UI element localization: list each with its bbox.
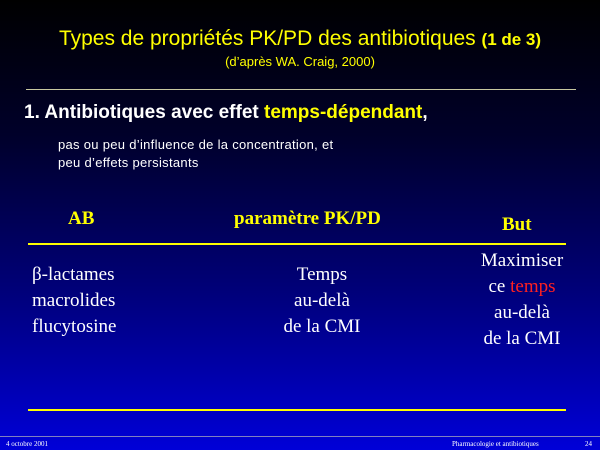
title-divider [26, 89, 576, 90]
slide-title [0, 27, 600, 51]
ab-item: β-lactames [32, 264, 115, 285]
footer-page-number: 24 [585, 440, 592, 448]
slide-subtitle: (d’après WA. Craig, 2000) [225, 54, 375, 69]
ab-column [32, 262, 116, 340]
pkpd-line: au-delà [294, 290, 350, 311]
ab-item: macrolides [32, 290, 116, 311]
section-description [58, 136, 333, 172]
goal-line-prefix: ce [488, 276, 511, 297]
pkpd-line: Temps [296, 264, 348, 285]
footer-course: Pharmacologie et antibiotiques [452, 440, 539, 448]
column-header-pkpd: paramètre PK/PD [234, 208, 381, 229]
column-header-ab: AB [68, 208, 95, 229]
goal-line: Maximiser [480, 250, 564, 271]
goal-line: de la CMI [483, 328, 561, 349]
pkpd-line: de la CMI [283, 316, 361, 337]
goal-accent-word: temps [510, 276, 556, 297]
ab-item: flucytosine [32, 316, 117, 337]
goal-column [460, 248, 584, 352]
section-heading-accent: temps-dépendant [264, 102, 423, 123]
slide-title-main: Types de propriétés PK/PD des antibiotiques [58, 27, 476, 50]
column-header-goal: But [502, 214, 532, 235]
table-bottom-rule [28, 409, 566, 411]
section-heading [24, 102, 428, 124]
description-line: pas ou peu d’influence de la concentration, et [58, 137, 334, 152]
footer-date: 4 octobre 2001 [6, 440, 48, 448]
slide-title-part: (1 de 3) [481, 30, 542, 49]
description-line: peu d’effets persistants [58, 155, 199, 170]
goal-line [460, 274, 584, 300]
section-heading-prefix: 1. Antibiotiques avec effet [24, 102, 265, 123]
table-top-rule [28, 243, 566, 245]
section-heading-suffix: , [422, 102, 428, 123]
pkpd-column [262, 262, 382, 340]
goal-line: au-delà [494, 302, 550, 323]
footer-divider [0, 436, 600, 437]
